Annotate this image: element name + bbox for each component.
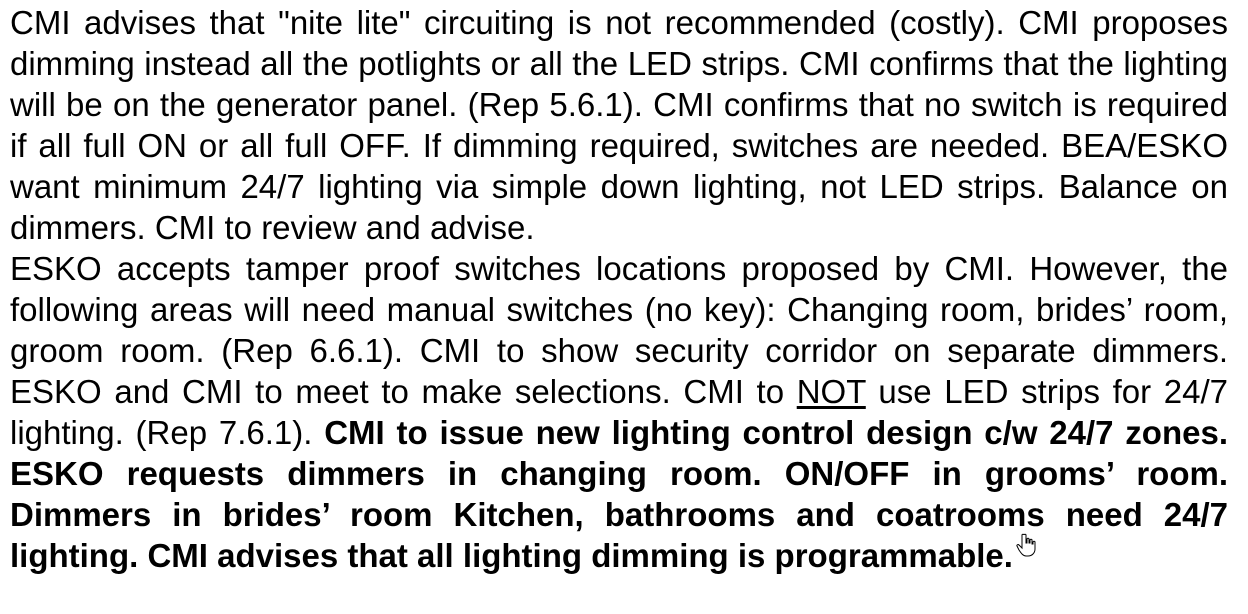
document-body [10,2,1228,576]
bold-action-item: CMI to issue new lighting control design c/w 24/7 zones. ESKO requests dimmers in changing room. ON/OFF in grooms’ room. Dimmers in brides’ room Kitchen, bathrooms and coatrooms need 24/7 lighting. CMI advises that all lighting dimming is programmable. [10,414,1228,574]
paragraph-2-text: ESKO accepts tamper proof switches locations proposed by CMI. However, the following areas will need manual switches (no key): Changing room, brides’ room, groom room. (Rep 6.6.1). CMI to show security corridor on separate dimmers. ESKO and CMI to meet to make selections. CMI to [10,250,1228,410]
paragraph-2-text-continued: use LED strips for 24/7 lighting. (Rep 7.6.1). [10,373,1228,451]
paragraph-1-text: CMI advises that "nite lite" circuiting is not recommended (costly). CMI proposes dimming instead all the potlights or all the LED strips. CMI confirms that the lighting will be on the generator panel. (Rep 5.6.1). CMI confirms that no switch is required if all full ON or all full OFF. If dimming required, switches are needed. BEA/ESKO want minimum 24/7 lighting via simple down lighting, not LED strips. Balance on dimmers. CMI to review and advise. [10,4,1228,246]
paragraph-nite-lite-circuiting [10,2,1228,248]
underlined-not: NOT [796,373,866,410]
hand-pointer-icon [1016,533,1038,557]
paragraph-tamper-proof-switches [10,248,1228,576]
